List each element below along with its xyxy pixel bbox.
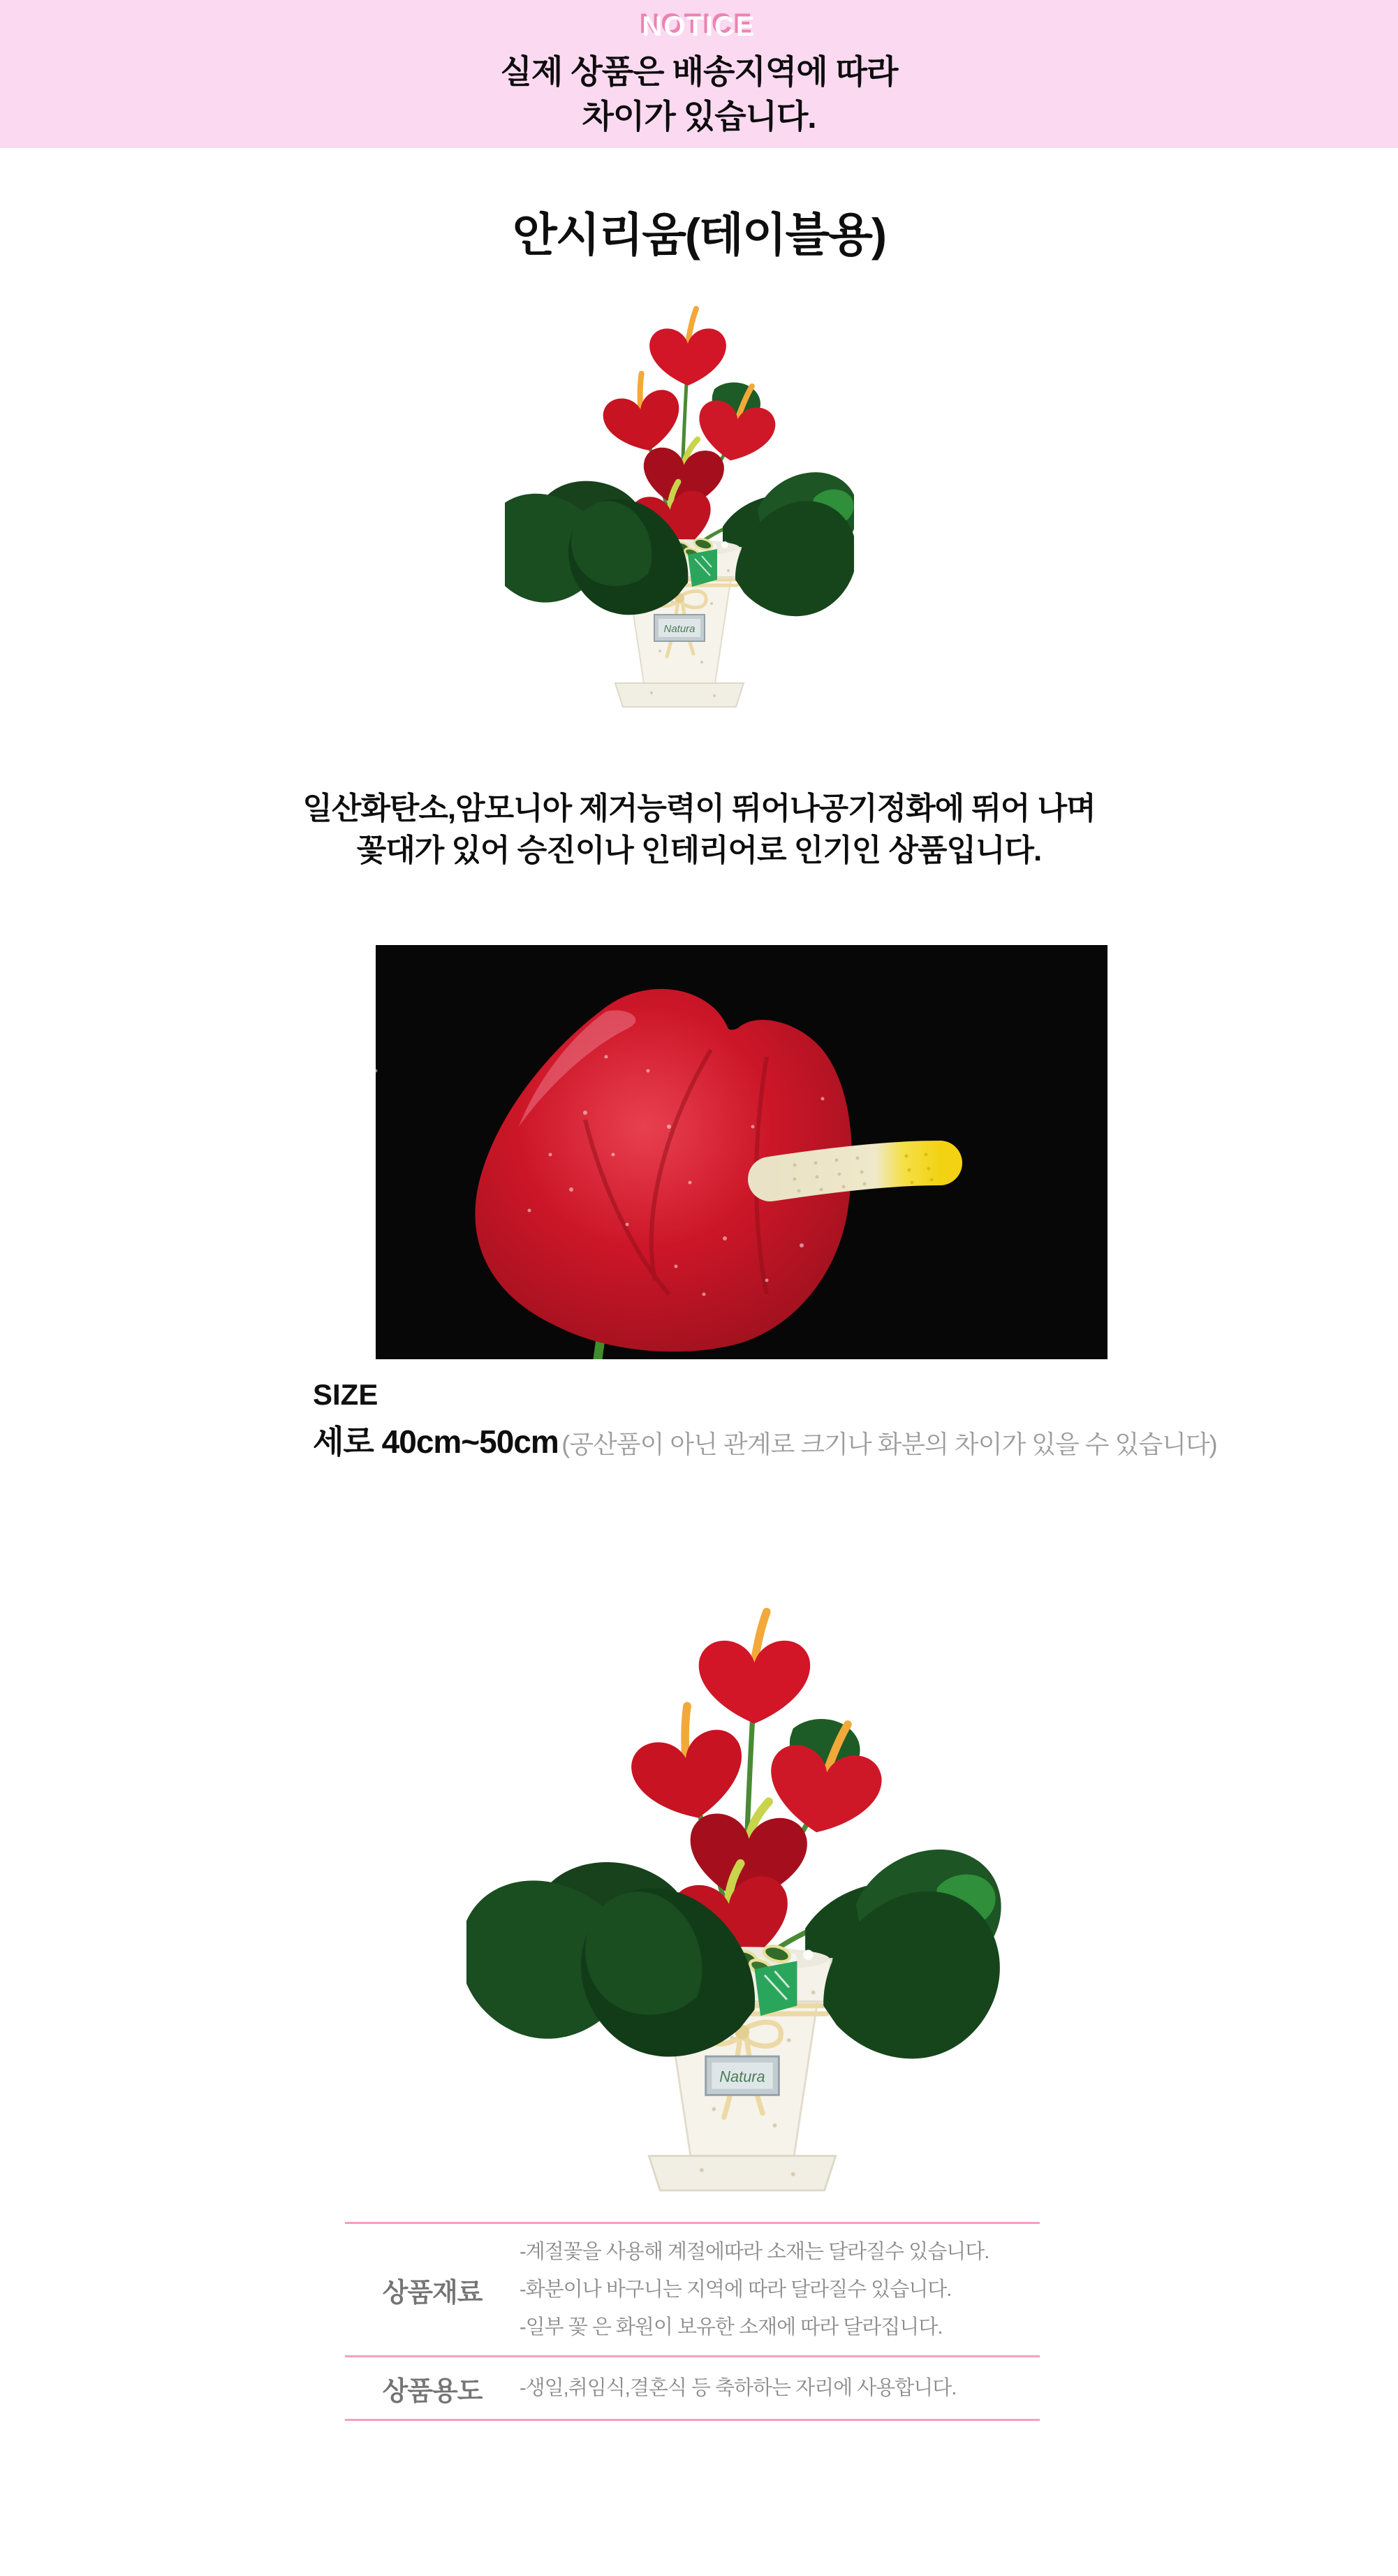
- page-title: 안시리움(테이블용): [512, 209, 885, 261]
- potted-plant-illustration-large: [466, 1561, 1018, 2211]
- potted-plant-illustration: [505, 274, 854, 721]
- product-photo-closeup: [376, 945, 1108, 1359]
- info-row-content: [520, 2224, 1040, 2355]
- anthurium-closeup-illustration: [376, 945, 1108, 1359]
- size-block: [313, 1377, 1221, 1463]
- info-table: [345, 2222, 1040, 2421]
- description-line2: 꽃대가 있어 승진이나 인테리어로 인기인 상품입니다.: [356, 833, 1042, 868]
- size-heading: SIZE: [313, 1378, 378, 1411]
- info-line: -계절꽃을 사용해 계절에따라 소재는 달라질수 있습니다.: [520, 2241, 989, 2263]
- product-photo-large: [466, 1561, 1018, 2211]
- product-description: [0, 788, 1398, 872]
- notice-banner: [0, 0, 1398, 148]
- info-line: -생일,취임식,결혼식 등 축하하는 자리에 사용합니다.: [520, 2377, 957, 2399]
- notice-text-line2: 차이가 있습니다.: [582, 98, 816, 135]
- info-row-materials: [345, 2222, 1040, 2355]
- info-row-label: 상품재료: [382, 2278, 483, 2308]
- notice-text-line1: 실제 상품은 배송지역에 따라: [500, 53, 898, 90]
- notice-tag: NOTICE: [642, 11, 756, 42]
- info-row-content: [520, 2357, 1040, 2419]
- info-line: -일부 꽃 은 화원이 보유한 소재에 따라 달라집니다.: [520, 2316, 943, 2339]
- info-row-label: 상품용도: [382, 2376, 483, 2406]
- product-photo-small: [505, 274, 854, 721]
- info-line: -화분이나 바구니는 지역에 따라 달라질수 있습니다.: [520, 2278, 952, 2301]
- size-value: 세로 40cm~50cm: [313, 1424, 559, 1460]
- size-note: (공산품이 아닌 관계로 크기나 화분의 차이가 있을 수 있습니다): [561, 1430, 1217, 1458]
- description-line1: 일산화탄소,암모니아 제거능력이 뛰어나공기정화에 뛰어 나며: [302, 791, 1096, 826]
- info-row-usage: [345, 2355, 1040, 2421]
